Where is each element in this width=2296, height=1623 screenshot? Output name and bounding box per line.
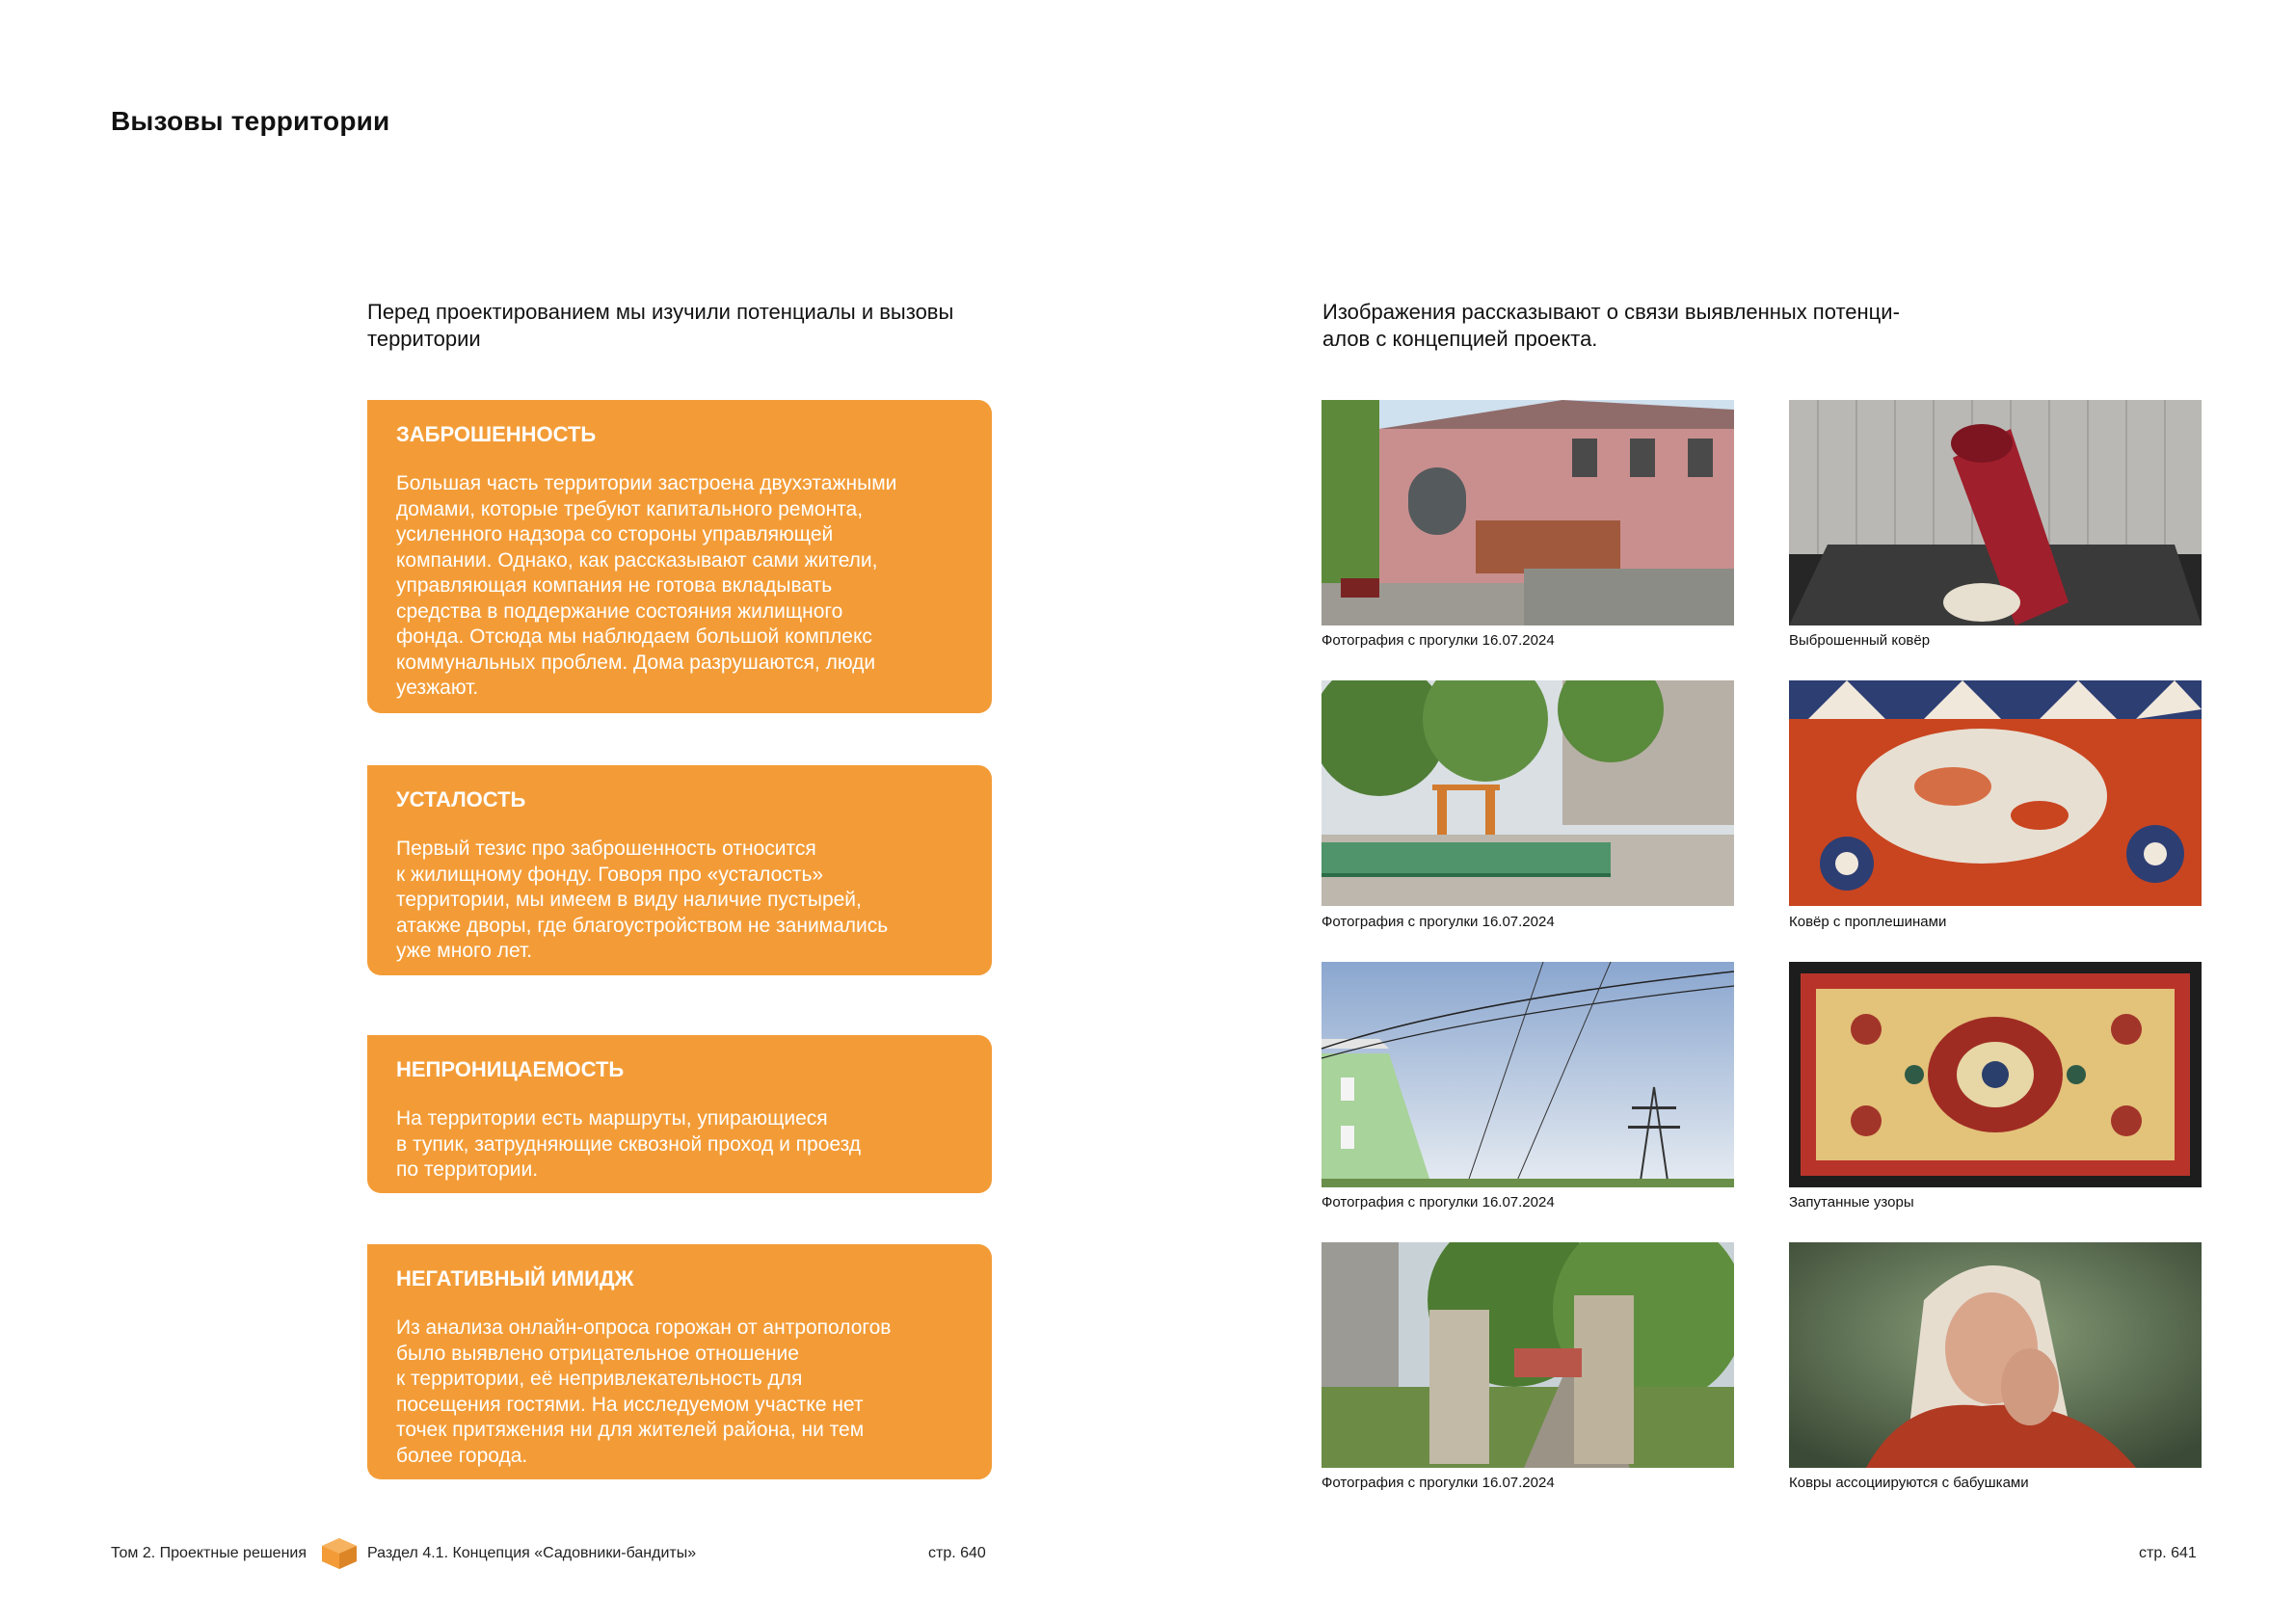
card-body: Первый тезис про заброшенность относится к жилищному фонду. Говоря про «усталость» территории, мы имеем в виду наличие пустырей, атакже дворы, где благоустройством не занимались уже много лет. bbox=[396, 838, 889, 962]
caption-carpet-bald: Ковёр с проплешинами bbox=[1789, 914, 1947, 930]
photo-carpet-patterns bbox=[1789, 962, 2202, 1187]
card-fatigue bbox=[367, 765, 992, 975]
photo-old-house bbox=[1322, 400, 1734, 625]
caption-walk-3: Фотография с прогулки 16.07.2024 bbox=[1322, 1194, 1555, 1211]
caption-walk-1: Фотография с прогулки 16.07.2024 bbox=[1322, 632, 1555, 649]
intro-right bbox=[1322, 299, 1978, 353]
intro-left: Перед проектированием мы изучили потенциалы и вызовы территории bbox=[367, 300, 954, 351]
footer-page-left: стр. 640 bbox=[928, 1545, 986, 1561]
footer-volume: Том 2. Проектные решения bbox=[111, 1545, 307, 1561]
card-abandonment bbox=[367, 400, 992, 713]
photo-bald-carpet bbox=[1789, 680, 2202, 906]
card-body: Большая часть территории застроена двухэтажными домами, которые требуют капитального ремонта, усиленного надзора со стороны управляющей компании. Однако, как рассказывают сами жители, управляющая компания не готова вкладывать средства в поддержание состояния жилищного фонда. Отсюда мы наблюдаем большой комплекс коммунальных проблем. Дома разрушаются, люди уезжают. bbox=[396, 472, 897, 699]
intro-right-line-1: Изображения рассказывают о связи выявленных потенци- bbox=[1322, 300, 1900, 324]
card-title: НЕГАТИВНЫЙ ИМИДЖ bbox=[396, 1266, 634, 1290]
caption-carpet-grandma: Ковры ассоциируются с бабушками bbox=[1789, 1475, 2029, 1491]
footer-page-right: стр. 641 bbox=[2139, 1545, 2197, 1561]
caption-walk-4: Фотография с прогулки 16.07.2024 bbox=[1322, 1475, 1555, 1491]
card-impermeability bbox=[367, 1035, 992, 1193]
photo-power-lines bbox=[1322, 962, 1734, 1187]
caption-walk-2: Фотография с прогулки 16.07.2024 bbox=[1322, 914, 1555, 930]
footer-section: Раздел 4.1. Концепция «Садовники-бандиты» bbox=[367, 1545, 697, 1561]
card-body: На территории есть маршруты, упирающиеся в тупик, затрудняющие сквозной проход и проезд по территории. bbox=[396, 1107, 862, 1181]
logo-icon bbox=[318, 1536, 360, 1571]
photo-courtyard bbox=[1322, 680, 1734, 906]
card-negative-image bbox=[367, 1244, 992, 1479]
card-title: УСТАЛОСТЬ bbox=[396, 787, 526, 812]
photo-thrown-carpet bbox=[1789, 400, 2202, 625]
photo-gate-pillars bbox=[1322, 1242, 1734, 1468]
caption-carpet-patterns: Запутанные узоры bbox=[1789, 1194, 1914, 1211]
card-title: ЗАБРОШЕННОСТЬ bbox=[396, 422, 597, 446]
card-body: Из анализа онлайн-опроса горожан от антропологов было выявлено отрицательное отношение к территории, её непривлекательность для посещения гостями. На исследуемом участке нет точек притяжения ни для жителей района, ни тем более города. bbox=[396, 1317, 892, 1467]
card-title: НЕПРОНИЦАЕМОСТЬ bbox=[396, 1057, 625, 1081]
intro-right-line-2: алов с концепцией проекта. bbox=[1322, 327, 1598, 351]
page-title: Вызовы территории bbox=[111, 106, 390, 136]
photo-grandmother bbox=[1789, 1242, 2202, 1468]
caption-carpet-thrown: Выброшенный ковёр bbox=[1789, 632, 1931, 649]
